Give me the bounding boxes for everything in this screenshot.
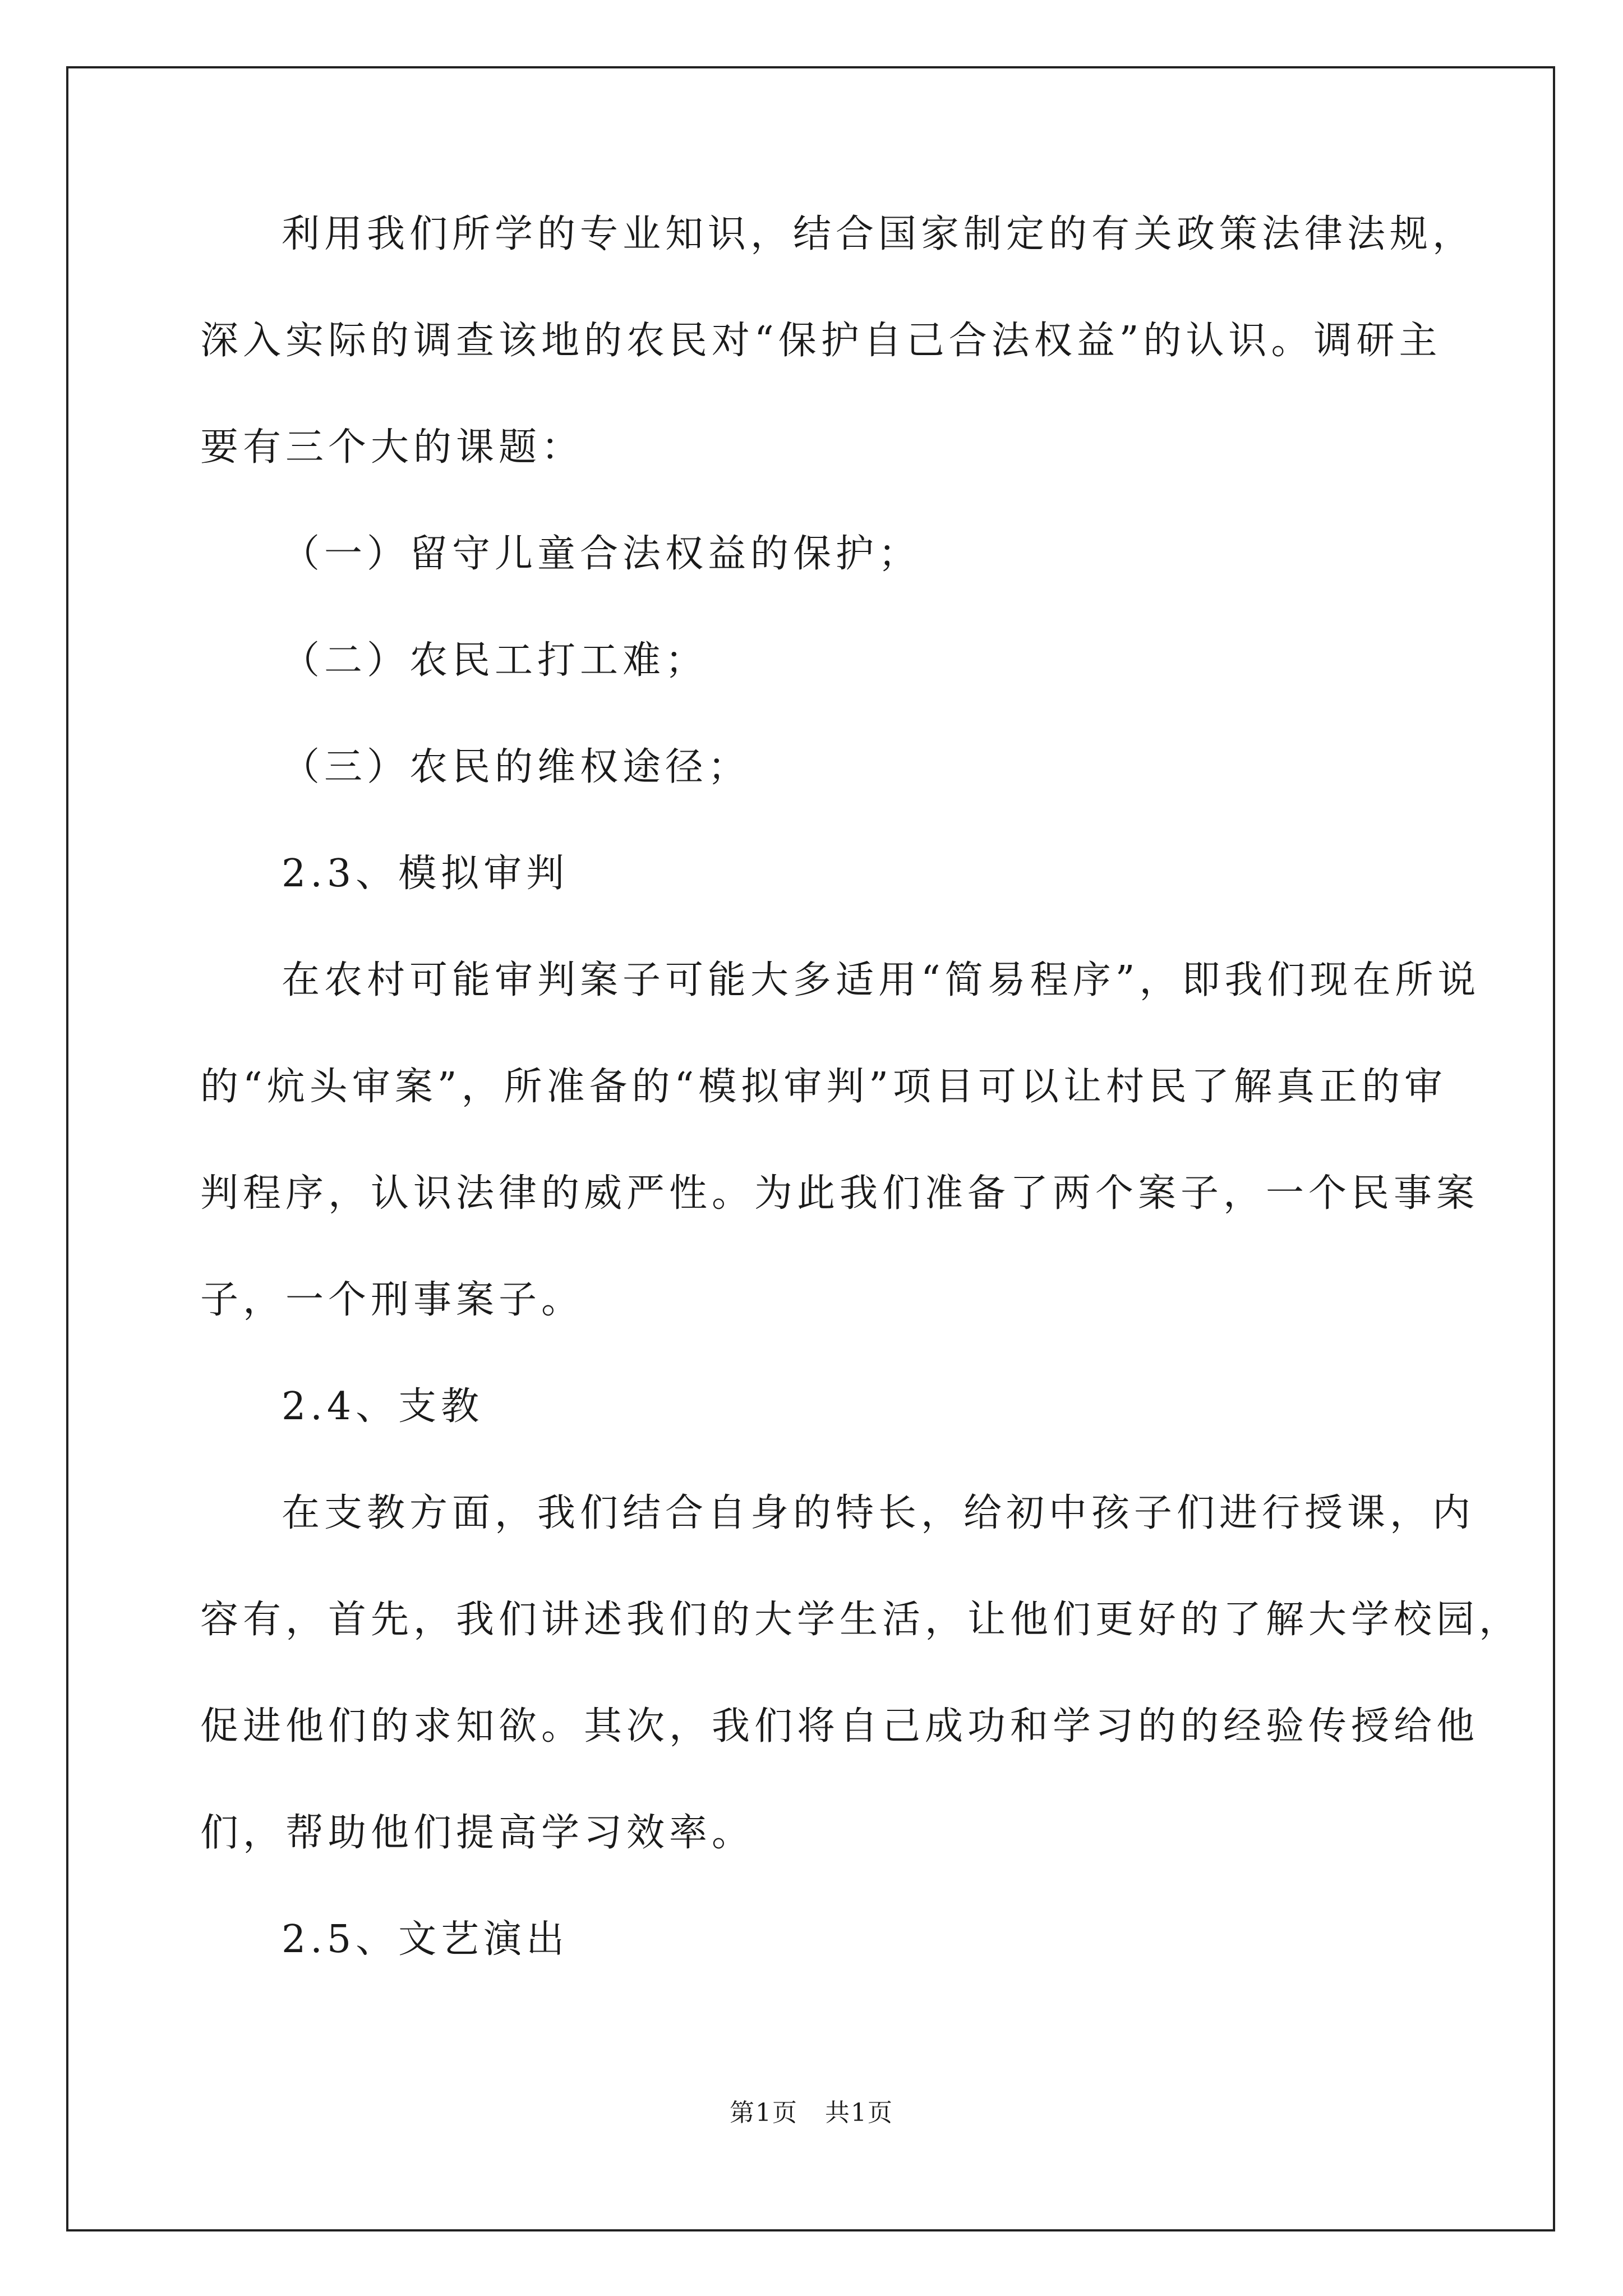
paragraph-line: 的“炕头审案”，所准备的“模拟审判”项目可以让村民了解真正的审 bbox=[200, 1065, 1447, 1109]
paragraph-line: 在农村可能审判案子可能大多适用“简易程序”，即我们现在所说 bbox=[282, 958, 1481, 1002]
paragraph-line: 深入实际的调查该地的农民对“保护自己合法权益”的认识。调研主 bbox=[200, 319, 1442, 363]
document-body bbox=[200, 208, 1522, 2019]
paragraph-line: 利用我们所学的专业知识，结合国家制定的有关政策法律法规， bbox=[282, 212, 1476, 256]
section-heading: 2.3、模拟审判 bbox=[282, 852, 569, 896]
page-number-current: 第1页 bbox=[730, 2099, 798, 2127]
section-heading: 2.5、文艺演出 bbox=[282, 1917, 569, 1962]
paragraph-line: 们，帮助他们提高学习效率。 bbox=[200, 1811, 755, 1855]
list-item: （一）留守儿童合法权益的保护； bbox=[282, 532, 921, 576]
page-footer bbox=[0, 2092, 1623, 2128]
paragraph-line: 判程序，认识法律的威严性。为此我们准备了两个案子，一个民事案 bbox=[200, 1171, 1479, 1216]
paragraph-line: 促进他们的求知欲。其次，我们将自己成功和学习的的经验传授给他 bbox=[200, 1704, 1479, 1749]
paragraph-line: 子，一个刑事案子。 bbox=[200, 1278, 584, 1322]
list-item: （二）农民工打工难； bbox=[282, 638, 708, 683]
list-item: （三）农民的维权途径； bbox=[282, 745, 751, 789]
paragraph-line: 容有，首先，我们讲述我们的大学生活，让他们更好的了解大学校园， bbox=[200, 1598, 1522, 1642]
page-number-total: 共1页 bbox=[825, 2099, 893, 2127]
paragraph-line: 在支教方面，我们结合自身的特长，给初中孩子们进行授课，内 bbox=[282, 1491, 1476, 1535]
section-heading: 2.4、支教 bbox=[282, 1384, 484, 1429]
paragraph-line: 要有三个大的课题： bbox=[200, 425, 584, 470]
